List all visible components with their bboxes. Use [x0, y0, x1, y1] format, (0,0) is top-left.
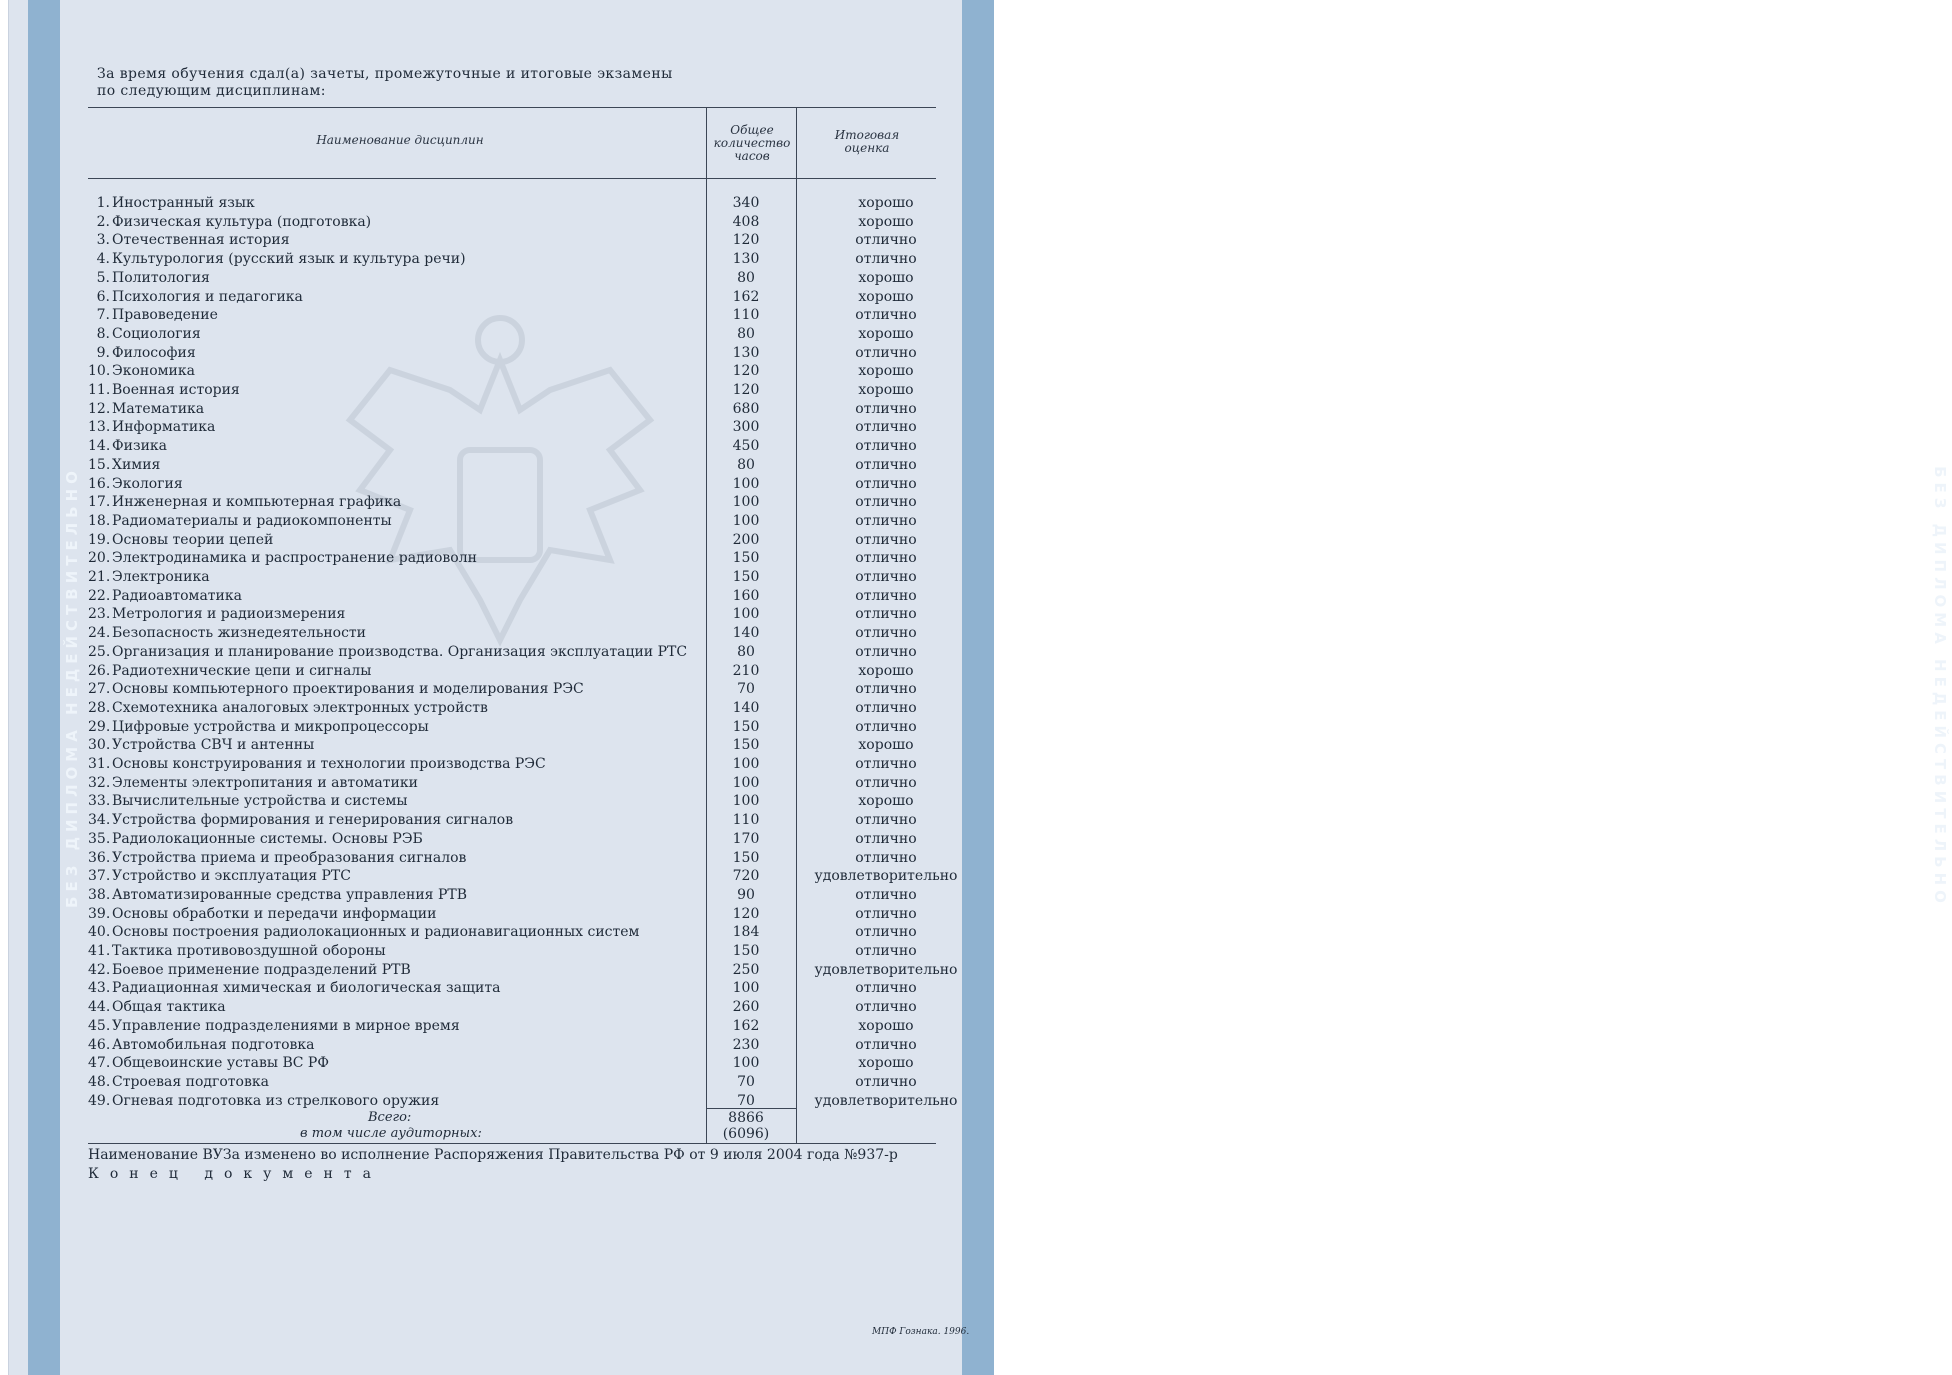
table-row [88, 942, 968, 961]
row-number: 10. [88, 363, 111, 380]
discipline-name: Иностранный язык [112, 195, 255, 211]
hours-value: 150 [732, 718, 760, 735]
row-number: 8. [96, 325, 110, 342]
table-row [88, 325, 968, 344]
row-number: 48. [88, 1073, 111, 1090]
table-row [88, 755, 968, 774]
table-row [88, 231, 968, 250]
end-of-document: Конец документа [88, 1166, 382, 1182]
grade-value: хорошо [858, 1017, 914, 1034]
table-row [88, 288, 968, 307]
university-rename-note: Наименование ВУЗа изменено во исполнение Распоряжения Правительства РФ от 9 июля 2004 года №937-р [88, 1147, 898, 1163]
discipline-name: Экология [112, 475, 183, 492]
discipline-name: Общевоинские уставы ВС РФ [112, 1055, 329, 1072]
table-row [88, 923, 968, 942]
printer-mark: МПФ Гознака. 1996. [872, 1327, 970, 1337]
hours-value: 140 [732, 625, 760, 642]
grade-value: отлично [855, 569, 917, 585]
hours-value: 170 [732, 830, 760, 847]
discipline-name: Огневая подготовка из стрелкового оружия [112, 1092, 440, 1109]
hours-value: 408 [732, 213, 760, 230]
grade-value: хорошо [858, 213, 914, 230]
grade-value: отлично [855, 1073, 917, 1090]
discipline-name: Математика [112, 400, 205, 417]
hours-header-line-3: часов [734, 149, 770, 163]
hours-value: 450 [732, 438, 760, 455]
row-number: 28. [88, 699, 111, 716]
hours-value: 100 [732, 793, 760, 810]
hours-value: 130 [732, 344, 760, 361]
grade-value: хорошо [858, 737, 914, 754]
grade-value: отлично [855, 438, 917, 455]
grade-value: отлично [855, 830, 917, 847]
hours-value: 80 [737, 325, 755, 342]
total-label: Всего: [368, 1110, 412, 1125]
grade-value: хорошо [858, 195, 914, 211]
row-number: 39. [88, 905, 111, 922]
table-row [88, 568, 968, 587]
row-number: 36. [88, 849, 111, 866]
discipline-name: Культурология (русский язык и культура речи) [112, 251, 466, 268]
row-number: 12. [88, 400, 111, 417]
row-number: 13. [88, 419, 111, 436]
grade-value: удовлетворительно [814, 1092, 958, 1109]
hours-value: 70 [737, 1092, 755, 1109]
intro-text [97, 66, 673, 100]
hours-value: 184 [732, 924, 760, 941]
grade-value: отлично [855, 307, 917, 324]
hours-value: 80 [737, 643, 755, 660]
row-number: 31. [88, 756, 111, 772]
grade-value: отлично [855, 531, 917, 548]
discipline-name: Устройства формирования и генерирования сигналов [112, 812, 514, 829]
row-number: 18. [88, 512, 111, 529]
grade-value: отлично [855, 587, 917, 604]
grade-value: отлично [855, 251, 917, 268]
grade-value: хорошо [858, 363, 914, 380]
discipline-name: Радиоавтоматика [112, 587, 242, 604]
hours-value: 150 [732, 943, 760, 959]
discipline-name: Социология [112, 325, 201, 342]
hours-value: 100 [732, 774, 760, 791]
left-security-band [28, 0, 81, 1375]
row-number: 7. [96, 307, 110, 324]
row-number: 44. [88, 999, 111, 1016]
grade-value: отлично [855, 756, 917, 772]
grade-value: отлично [855, 924, 917, 941]
hours-value: 90 [737, 886, 755, 903]
grade-value: отлично [855, 232, 917, 249]
table-row [88, 213, 968, 232]
discipline-name: Отечественная история [112, 232, 290, 249]
table-row [88, 849, 968, 868]
intro-line-2: по следующим дисциплинам: [97, 83, 326, 99]
table-row [88, 886, 968, 905]
grade-value: отлично [855, 849, 917, 866]
discipline-name: Основы построения радиолокационных и радионавигационных систем [112, 924, 640, 941]
table-row [88, 194, 968, 213]
grade-value: отлично [855, 550, 917, 567]
hours-header-line-1: Общее [730, 123, 774, 137]
grade-value: удовлетворительно [814, 868, 958, 885]
discipline-name: Общая тактика [112, 999, 226, 1016]
grade-header-line-1: Итоговая [834, 128, 900, 142]
row-number: 37. [88, 868, 111, 885]
grade-value: отлично [855, 774, 917, 791]
hours-value: 120 [732, 232, 760, 249]
grade-value: хорошо [858, 382, 914, 398]
table-row [88, 792, 968, 811]
header-bottom-rule [88, 178, 936, 179]
hours-value: 100 [732, 1055, 760, 1072]
row-number: 27. [88, 681, 111, 698]
grade-value: отлично [855, 943, 917, 959]
row-number: 49. [88, 1092, 111, 1109]
row-number: 42. [88, 961, 111, 978]
row-number: 35. [88, 830, 111, 847]
hours-value: 110 [732, 812, 760, 829]
row-number: 4. [96, 251, 110, 268]
hours-value: 680 [732, 400, 760, 417]
grade-value: хорошо [858, 325, 914, 342]
table-row [88, 1017, 968, 1036]
hours-value: 140 [732, 699, 760, 716]
grade-value: отлично [855, 512, 917, 529]
row-number: 43. [88, 980, 111, 997]
grade-value: отлично [855, 999, 917, 1016]
grade-value: отлично [855, 419, 917, 436]
grade-value: отлично [855, 456, 917, 473]
table-row [88, 605, 968, 624]
table-row [88, 643, 968, 662]
total-value: 8866 [728, 1110, 764, 1126]
row-number: 1. [96, 195, 110, 211]
row-number: 29. [88, 718, 111, 735]
discipline-name: Радиационная химическая и биологическая защита [112, 980, 501, 997]
discipline-name: Метрология и радиоизмерения [112, 606, 346, 623]
discipline-name: Правоведение [112, 307, 218, 324]
discipline-name: Строевая подготовка [112, 1073, 269, 1090]
table-row [88, 867, 968, 886]
discipline-name: Военная история [112, 382, 240, 398]
row-number: 19. [88, 531, 111, 548]
table-row [88, 531, 968, 550]
table-row [88, 811, 968, 830]
hours-value: 80 [737, 456, 755, 473]
row-number: 25. [88, 643, 111, 660]
table-row [88, 456, 968, 475]
grade-value: отлично [855, 400, 917, 417]
table-row [88, 381, 968, 400]
discipline-name: Организация и планирование производства. Организация эксплуатации РТС [112, 643, 688, 660]
row-number: 33. [88, 793, 111, 810]
table-top-rule [88, 107, 936, 108]
row-number: 32. [88, 774, 111, 791]
grade-value: отлично [855, 681, 917, 698]
row-number: 15. [88, 456, 111, 473]
grade-value: отлично [855, 1036, 917, 1053]
table-row [88, 1054, 968, 1073]
hours-value: 100 [732, 512, 760, 529]
hours-value: 340 [732, 195, 760, 211]
grade-value: отлично [855, 980, 917, 997]
grade-value: отлично [855, 643, 917, 660]
table-row [88, 961, 968, 980]
classroom-value: (6096) [722, 1126, 770, 1142]
table-row [88, 269, 968, 288]
grade-value: хорошо [858, 793, 914, 810]
row-number: 26. [88, 662, 111, 679]
discipline-name: Электроника [112, 569, 210, 585]
table-bottom-rule [88, 1143, 936, 1144]
hours-value: 210 [732, 662, 760, 679]
hours-value: 720 [732, 868, 760, 885]
left-band-text: БЕЗ ДИПЛОМА НЕДЕЙСТВИТЕЛЬНО [63, 466, 81, 908]
table-row [88, 512, 968, 531]
grade-value: хорошо [858, 1055, 914, 1072]
grade-value: отлично [855, 699, 917, 716]
table-row [88, 736, 968, 755]
table-row [88, 1036, 968, 1055]
table-row [88, 362, 968, 381]
discipline-name: Безопасность жизнедеятельности [112, 625, 366, 642]
row-number: 5. [96, 269, 110, 286]
table-row [88, 475, 968, 494]
discipline-name: Основы конструирования и технологии производства РЭС [112, 756, 546, 772]
grade-value: отлично [855, 905, 917, 922]
table-row [88, 437, 968, 456]
intro-line-1: За время обучения сдал(а) зачеты, промежуточные и итоговые экзамены [97, 66, 673, 82]
discipline-name: Электродинамика и распространение радиоволн [112, 550, 477, 567]
grade-value: отлично [855, 812, 917, 829]
hours-column-header [712, 124, 792, 163]
discipline-name: Физика [112, 438, 168, 455]
grade-value: хорошо [858, 269, 914, 286]
table-row [88, 493, 968, 512]
row-number: 21. [88, 569, 111, 585]
grade-value: отлично [855, 625, 917, 642]
discipline-name: Устройства приема и преобразования сигналов [112, 849, 467, 866]
grade-value: хорошо [858, 662, 914, 679]
row-number: 2. [96, 213, 110, 230]
hours-value: 120 [732, 382, 760, 398]
hours-value: 150 [732, 550, 760, 567]
hours-value: 80 [737, 269, 755, 286]
row-number: 23. [88, 606, 111, 623]
table-row [88, 250, 968, 269]
row-number: 47. [88, 1055, 111, 1072]
discipline-name: Основы обработки и передачи информации [112, 905, 437, 922]
hours-value: 150 [732, 737, 760, 754]
grade-value: отлично [855, 886, 917, 903]
row-number: 46. [88, 1036, 111, 1053]
row-number: 16. [88, 475, 111, 492]
discipline-name: Инженерная и компьютерная графика [112, 494, 402, 511]
hours-value: 200 [732, 531, 760, 548]
hours-value: 130 [732, 251, 760, 268]
row-number: 41. [88, 943, 111, 959]
table-row [88, 998, 968, 1017]
row-number: 20. [88, 550, 111, 567]
row-number: 40. [88, 924, 111, 941]
table-row [88, 905, 968, 924]
table-row [88, 418, 968, 437]
grade-value: отлично [855, 606, 917, 623]
discipline-name: Основы теории цепей [112, 531, 274, 548]
hours-value: 100 [732, 756, 760, 772]
table-row [88, 699, 968, 718]
hours-value: 150 [732, 849, 760, 866]
hours-value: 100 [732, 494, 760, 511]
hours-value: 70 [737, 1073, 755, 1090]
table-row [88, 662, 968, 681]
hours-value: 260 [732, 999, 760, 1016]
hours-value: 100 [732, 606, 760, 623]
hours-value: 250 [732, 961, 760, 978]
discipline-name: Химия [112, 456, 161, 473]
grade-value: отлично [855, 344, 917, 361]
discipline-name: Устройства СВЧ и антенны [112, 737, 315, 754]
classroom-label: в том числе аудиторных: [300, 1126, 482, 1141]
row-number: 34. [88, 812, 111, 829]
discipline-name: Тактика противовоздушной обороны [112, 943, 386, 959]
discipline-name: Устройство и эксплуатация РТС [112, 868, 351, 885]
row-number: 24. [88, 625, 111, 642]
table-row [88, 306, 968, 325]
row-number: 11. [88, 382, 111, 398]
grade-value: отлично [855, 475, 917, 492]
discipline-name: Физическая культура (подготовка) [112, 213, 372, 230]
discipline-name: Политология [112, 269, 210, 286]
hours-value: 70 [737, 681, 755, 698]
discipline-name: Автоматизированные средства управления РТВ [112, 886, 467, 903]
table-row [88, 1073, 968, 1092]
table-row [88, 1092, 968, 1111]
hours-value: 110 [732, 307, 760, 324]
discipline-name: Схемотехника аналоговых электронных устройств [112, 699, 488, 716]
hours-value: 162 [732, 1017, 760, 1034]
discipline-name: Психология и педагогика [112, 288, 303, 305]
table-row [88, 979, 968, 998]
discipline-name: Радиолокационные системы. Основы РЭБ [112, 830, 423, 847]
table-row [88, 344, 968, 363]
discipline-name: Экономика [112, 363, 195, 380]
grade-value: удовлетворительно [814, 961, 958, 978]
discipline-name: Вычислительные устройства и системы [112, 793, 408, 810]
discipline-name: Радиоматериалы и радиокомпоненты [112, 512, 392, 529]
hours-value: 120 [732, 363, 760, 380]
grade-value: хорошо [858, 288, 914, 305]
row-number: 30. [88, 737, 111, 754]
table-row [88, 549, 968, 568]
hours-value: 230 [732, 1036, 760, 1053]
discipline-name: Радиотехнические цепи и сигналы [112, 662, 372, 679]
row-number: 3. [96, 232, 110, 249]
hours-value: 162 [732, 288, 760, 305]
discipline-name: Элементы электропитания и автоматики [112, 774, 418, 791]
row-number: 38. [88, 886, 111, 903]
row-number: 17. [88, 494, 111, 511]
row-number: 22. [88, 587, 111, 604]
table-row [88, 680, 968, 699]
discipline-name: Управление подразделениями в мирное время [112, 1017, 460, 1034]
discipline-name: Боевое применение подразделений РТВ [112, 961, 411, 978]
grade-column-header [802, 129, 932, 155]
row-number: 14. [88, 438, 111, 455]
grade-value: отлично [855, 718, 917, 735]
table-row [88, 830, 968, 849]
hours-value: 150 [732, 569, 760, 585]
table-row [88, 624, 968, 643]
hours-value: 100 [732, 980, 760, 997]
discipline-name: Автомобильная подготовка [112, 1036, 315, 1053]
table-row [88, 587, 968, 606]
right-band-text: БЕЗ ДИПЛОМА НЕДЕЙСТВИТЕЛЬНО [1931, 466, 1949, 908]
row-number: 9. [96, 344, 110, 361]
hours-value: 160 [732, 587, 760, 604]
grade-header-line-2: оценка [844, 141, 890, 155]
hours-value: 100 [732, 475, 760, 492]
row-number: 6. [96, 288, 110, 305]
discipline-name: Цифровые устройства и микропроцессоры [112, 718, 429, 735]
row-number: 45. [88, 1017, 111, 1034]
hours-header-line-2: количество [713, 136, 791, 150]
discipline-name: Философия [112, 344, 196, 361]
table-row [88, 718, 968, 737]
table-row [88, 774, 968, 793]
discipline-name: Основы компьютерного проектирования и моделирования РЭС [112, 681, 584, 698]
table-row [88, 400, 968, 419]
hours-value: 300 [732, 419, 760, 436]
discipline-name: Информатика [112, 419, 216, 436]
hours-value: 120 [732, 905, 760, 922]
discipline-column-header: Наименование дисциплин [316, 133, 484, 147]
grade-value: отлично [855, 494, 917, 511]
